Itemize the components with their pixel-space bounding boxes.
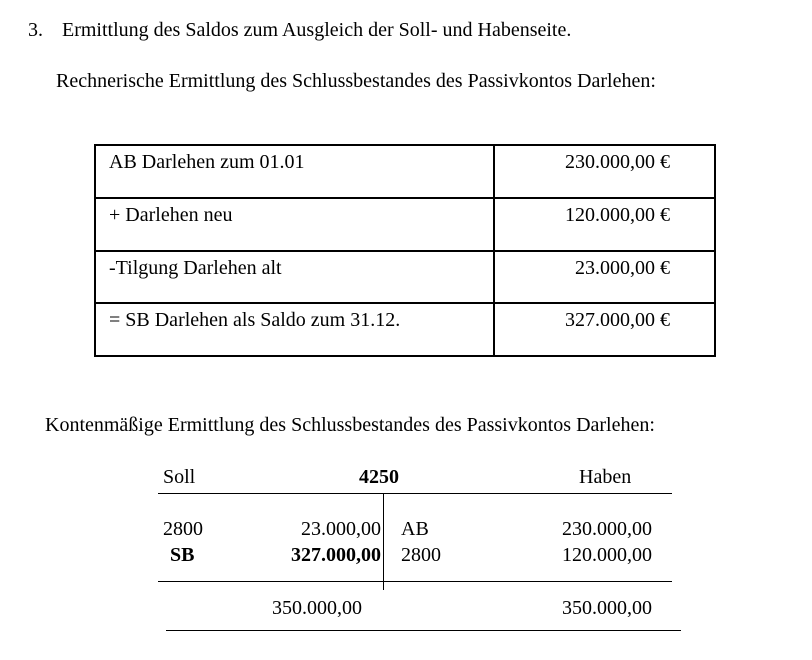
haben-entry-ref: AB <box>401 518 429 540</box>
t-account-bottom-rule <box>166 630 681 631</box>
soll-entry-ref: 2800 <box>163 518 203 540</box>
calc-row <box>95 303 715 356</box>
soll-entry-amount: 327.000,00 <box>291 544 381 566</box>
haben-entry-ref: 2800 <box>401 544 441 566</box>
calc-row-amount: 23.000,00 € <box>494 251 715 304</box>
soll-entry-amount: 23.000,00 <box>301 518 381 540</box>
calc-row-amount: 120.000,00 € <box>494 198 715 251</box>
calc-row-amount: 230.000,00 € <box>494 145 715 198</box>
account-number: 4250 <box>359 466 399 488</box>
soll-entry-ref: SB <box>170 544 195 566</box>
calc-row <box>95 251 715 304</box>
calc-row <box>95 145 715 198</box>
calc-table <box>94 144 716 357</box>
calc-row-label: AB Darlehen zum 01.01 <box>95 145 494 198</box>
haben-label: Haben <box>579 466 632 488</box>
calc-row <box>95 198 715 251</box>
haben-entry-amount: 120.000,00 <box>562 544 652 566</box>
t-account-divider <box>383 494 384 590</box>
calc-heading: Rechnerische Ermittlung des Schlussbestandes des Passivkontos Darlehen: <box>56 70 656 92</box>
calc-row-label: = SB Darlehen als Saldo zum 31.12. <box>95 303 494 356</box>
section-number: 3. <box>28 19 43 41</box>
section-title: Ermittlung des Saldos zum Ausgleich der Soll- und Habenseite. <box>62 19 572 41</box>
calc-row-amount: 327.000,00 € <box>494 303 715 356</box>
calc-row-label: -Tilgung Darlehen alt <box>95 251 494 304</box>
soll-total: 350.000,00 <box>272 597 362 619</box>
t-account-sum-rule <box>158 581 672 582</box>
account-heading: Kontenmäßige Ermittlung des Schlussbestandes des Passivkontos Darlehen: <box>45 414 655 436</box>
haben-total: 350.000,00 <box>562 597 652 619</box>
calc-row-label: + Darlehen neu <box>95 198 494 251</box>
t-account-top-rule <box>158 493 672 494</box>
haben-entry-amount: 230.000,00 <box>562 518 652 540</box>
soll-label: Soll <box>163 466 196 488</box>
